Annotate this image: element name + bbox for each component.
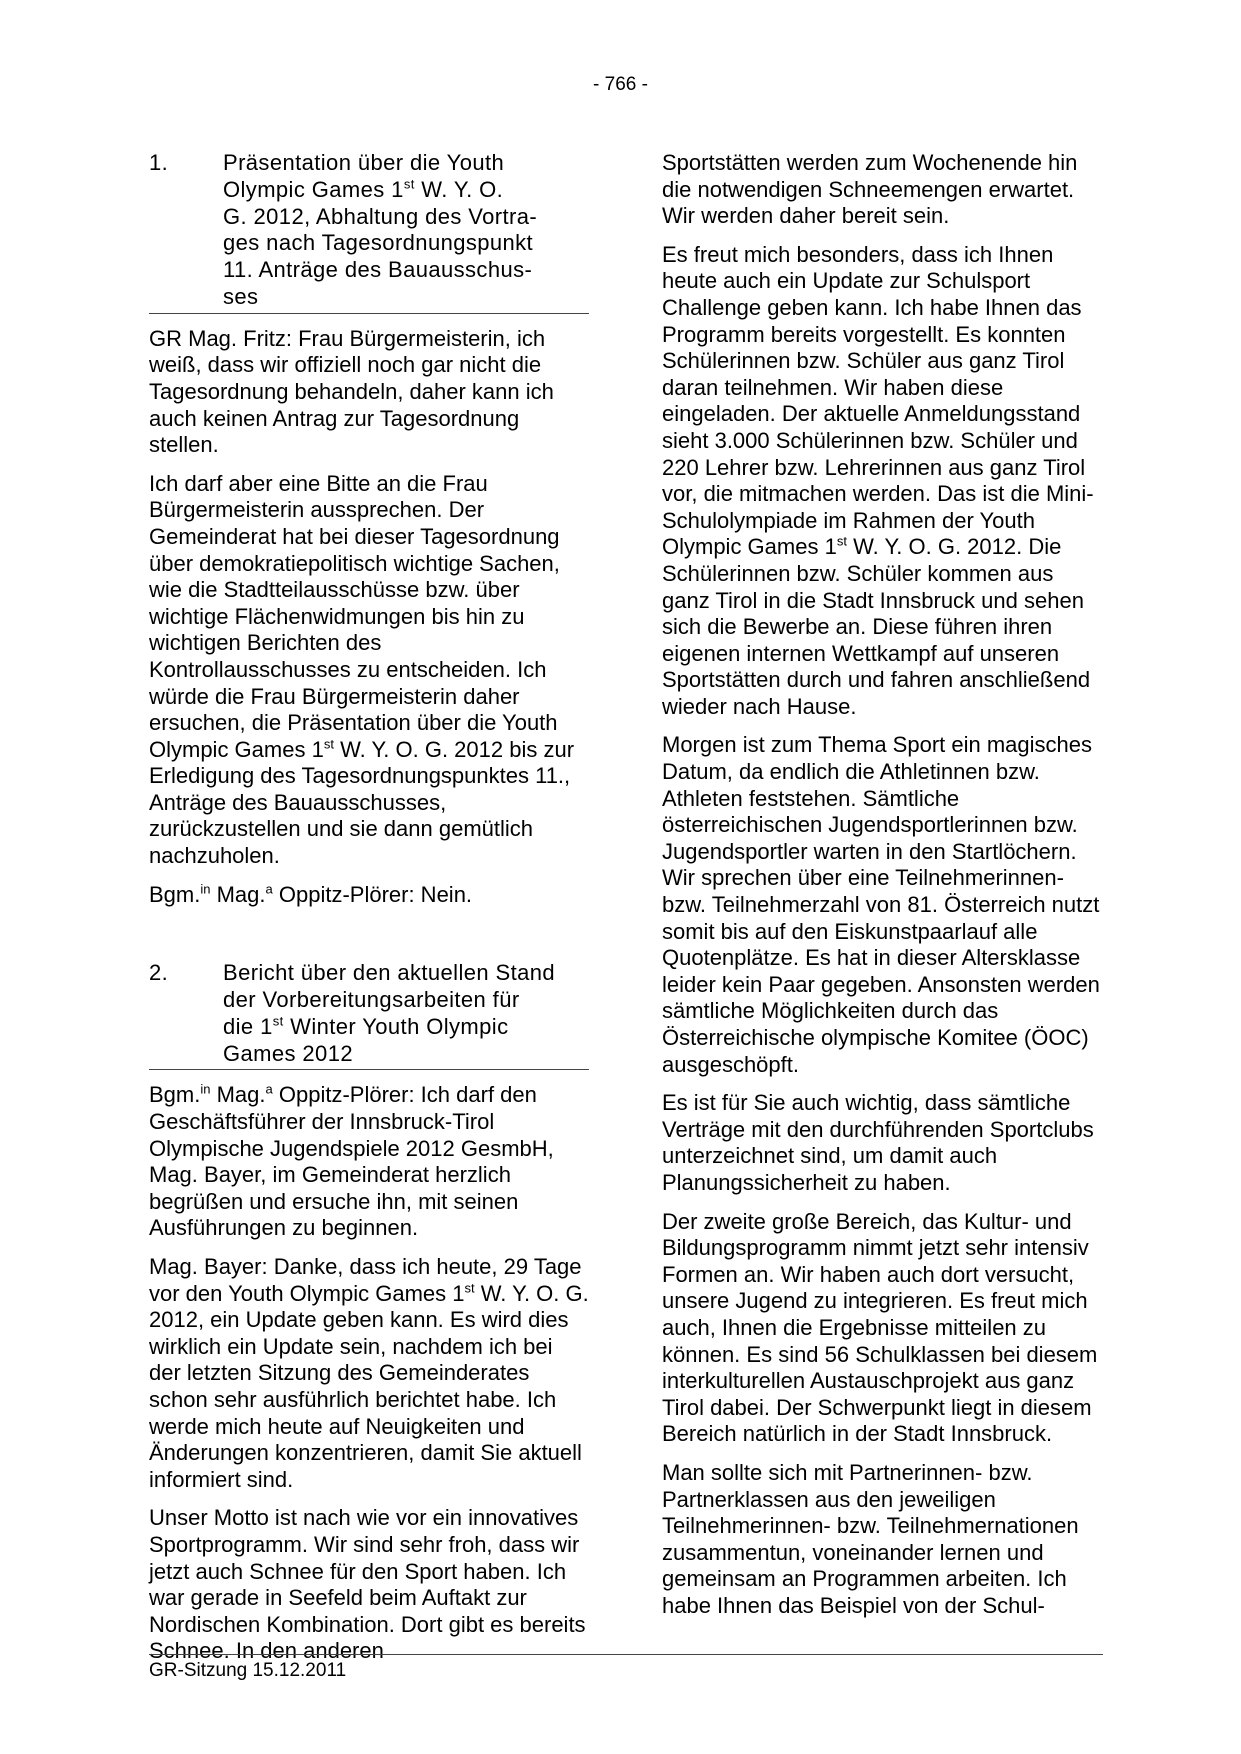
page-number: - 766 - [593, 74, 648, 95]
paragraph: Es ist für Sie auch wichtig, dass sämtliche Verträge mit den durchführenden Sportclubs unterzeichnet sind, um damit auch Planungssicherheit zu haben. [662, 1090, 1094, 1195]
heading-line: der Vorbereitungsarbeiten für [223, 987, 520, 1013]
paragraph: Man sollte sich mit Partnerinnen- bzw. Partnerklassen aus den jeweiligen Teilnehmerinnen- bzw. Teilnehmernationen zusammentun, voneinander lernen und gemeinsam an Programmen arbeiten. Ich habe Ihnen das Beispiel von der Schul- [662, 1459, 1079, 1618]
paragraph: GR Mag. Fritz: Frau Bürgermeisterin, ich weiß, dass wir offiziell noch gar nicht die Tagesordnung behandeln, daher kann ich auch keinen Antrag zur Tagesordnung stellen. [149, 325, 554, 458]
heading-line: Olympic Games 1st W. Y. O. [223, 176, 504, 202]
heading-line: G. 2012, Abhaltung des Vortra- [223, 203, 538, 229]
heading-line: ses [223, 283, 259, 309]
paragraph: Bgm.$^{in}$ Mag.$^a$ Oppitz-Plörer: Nein. [149, 881, 473, 907]
left-column [149, 150, 589, 1677]
heading-line: Games 2012 [223, 1040, 353, 1066]
paragraph: Mag. Bayer: Danke, dass ich heute, 29 Tage vor den Youth Olympic Games 1st W. Y. O. G. 2012, ein Update geben kann. Es wird dies wirklich ein Update sein, nachdem ich bei der letzten Sitzung des Gemeinderates schon sehr ausführlich berichtet habe. Ich werde mich heute auf Neuigkeiten und Änderungen konzentrieren, damit Sie aktuell informiert sind. [149, 1254, 589, 1492]
heading-line: 11. Anträge des Bauausschus- [223, 257, 533, 283]
right-column [662, 150, 1104, 1631]
agenda-item-number: 1. [149, 150, 169, 175]
paragraph: Morgen ist zum Thema Sport ein magisches Datum, da endlich die Athletinnen bzw. Athleten feststehen. Sämtliche österreichischen Jugendsportlerinnen bzw. Jugendsportler warten in den Startlöchern. Wir sprechen über eine Teilnehmerinnen- bzw. Teilnehmerzahl von 81. Österreich nutzt somit bis auf den Eiskunstpaarlauf alle Quotenplätze. Es hat in dieser Altersklasse leider kein Paar gegeben. Ansonsten werden sämtliche Möglichkeiten durch das Österreichische olympische Komitee (ÖOC) ausgeschöpft. [662, 732, 1100, 1077]
paragraph: Ich darf aber eine Bitte an die Frau Bürgermeisterin aussprechen. Der Gemeinderat hat bei dieser Tagesordnung über demokratiepolitisch wichtige Sachen, wie die Stadtteilausschüsse bzw. über wichtige Flächenwidmungen bis hin zu wichtigen Berichten des Kontrollausschusses zu entscheiden. Ich würde die Frau Bürgermeisterin daher ersuchen, die Präsentation über die Youth Olympic Games 1st W. Y. O. G. 2012 bis zur Erledigung des Tagesordnungspunktes 11., Anträge des Bauausschusses, zurückzustellen und sie dann gemütlich nachzuholen. [149, 470, 575, 869]
paragraph: Es freut mich besonders, dass ich Ihnen heute auch ein Update zur Schulsport Challenge geben kann. Ich habe Ihnen das Programm bereits vorgestellt. Es konnten Schülerinnen bzw. Schüler aus ganz Tirol daran teilnehmen. Wir haben diese eingeladen. Der aktuelle Anmeldungsstand sieht 3.000 Schülerinnen bzw. Schüler und 220 Lehrer bzw. Lehrerinnen aus ganz Tirol vor, die mitmachen werden. Das ist die Mini-Schulolympiade im Rahmen der Youth Olympic Games 1st W. Y. O. G. 2012. Die Schülerinnen bzw. Schüler kommen aus ganz Tirol in die Stadt Innsbruck und sehen sich die Bewerbe an. Diese führen ihren eigenen internen Wettkampf auf unseren Sportstätten durch und fahren anschließend wieder nach Hause. [662, 241, 1094, 719]
footer-divider [149, 1654, 1103, 1655]
paragraph: Sportstätten werden zum Wochenende hin die notwendigen Schneemengen erwartet. Wir werden daher bereit sein. [662, 150, 1078, 229]
heading-line: Bericht über den aktuellen Stand [223, 960, 556, 986]
heading-line: ges nach Tagesordnungspunkt [223, 230, 534, 256]
footer-session-date: GR-Sitzung 15.12.2011 [149, 1660, 347, 1681]
agenda-item-1-heading [149, 150, 589, 314]
agenda-item-number: 2. [149, 960, 169, 986]
agenda-item-2-heading [149, 960, 589, 1070]
heading-line: Präsentation über die Youth [223, 150, 505, 175]
paragraph: Der zweite große Bereich, das Kultur- und Bildungsprogramm nimmt jetzt sehr intensiv Formen an. Wir haben auch dort versucht, unsere Jugend zu integrieren. Es freut mich auch, Ihnen die Ergebnisse mitteilen zu können. Es sind 56 Schulklassen bei diesem interkulturellen Austauschprojekt aus ganz Tirol dabei. Der Schwerpunkt liegt in diesem Bereich natürlich in der Stadt Innsbruck. [662, 1208, 1098, 1447]
heading-line: die 1st Winter Youth Olympic [223, 1013, 509, 1039]
paragraph: Unser Motto ist nach wie vor ein innovatives Sportprogramm. Wir sind sehr froh, dass wir jetzt auch Schnee für den Sport haben. Ich war gerade in Seefeld beim Auftakt zur Nordischen Kombination. Dort gibt es bereits Schnee. In den anderen [149, 1505, 586, 1664]
paragraph: Bgm.$^{in}$ Mag.$^a$ Oppitz-Plörer: Ich darf den Geschäftsführer der Innsbruck-Tirol Olympische Jugendspiele 2012 GesmbH, Mag. Bayer, im Gemeinderat herzlich begrüßen und ersuche ihn, mit seinen Ausführungen zu beginnen. [149, 1082, 554, 1241]
